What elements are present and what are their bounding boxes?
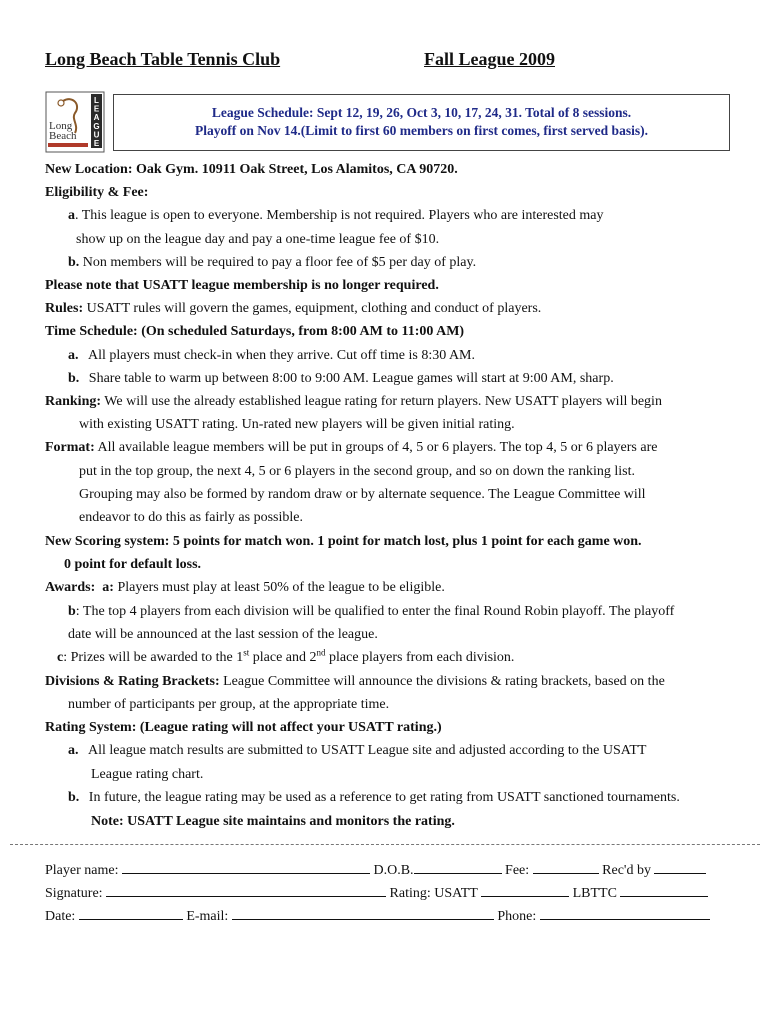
schedule-line-1: League Schedule: Sept 12, 19, 26, Oct 3, 10, 17, 24, 31. Total of 8 sessions. [211,105,632,120]
date-field[interactable] [79,905,183,920]
item-text: place and 2 [249,650,317,665]
divisions-label: Divisions & Rating Brackets: [45,674,220,689]
form-row-1 [45,859,706,880]
signature-label: Signature: [45,886,103,901]
item-label: a. [68,348,79,363]
rating-usatt-label: Rating: USATT [389,886,478,901]
form-divider [10,844,760,845]
item-label: c [57,650,64,665]
item-label: a. [68,743,79,758]
schedule-box [113,94,730,151]
item-label: a [68,208,75,223]
ranking-text: We will use the already established league rating for return players. New USATT players will begin [101,394,662,409]
form-row-2 [45,882,708,903]
club-logo [45,91,105,153]
date-label: Date: [45,909,76,924]
rating-item-b [68,789,680,807]
rules-label: Rules: [45,301,84,316]
item-text: Non members will be required to pay a floor fee of $5 per day of play. [79,255,477,270]
logo-letter: U [93,130,100,140]
logo-letter: G [93,121,100,131]
league-title: Fall League 2009 [424,49,555,69]
logo-text-beach: Beach [49,130,77,142]
item-text: Players must play at least 50% of the league to be eligible. [113,580,445,595]
item-text: : The top 4 players from each division will be qualified to enter the final Round Robin playoff. The playoff [75,604,675,619]
fee-field[interactable] [533,859,599,874]
dob-label: D.O.B. [373,863,414,878]
item-label: b [68,604,76,619]
logo-letter: L [94,96,99,105]
time-item-a [68,347,475,365]
format-cont-2: Grouping may also be formed by random draw or by alternate sequence. The League Committee will [79,487,646,502]
player-name-label: Player name: [45,863,119,878]
rating-item-a [68,742,646,760]
scoring-line-2: 0 point for default loss. [64,557,202,572]
fee-label: Fee: [505,863,530,878]
item-text: . This league is open to everyone. Membership is not required. Players who are interested may [75,208,604,223]
awards-line [45,579,445,597]
rating-usatt-field[interactable] [481,882,569,897]
recd-by-label: Rec'd by [602,863,651,878]
item-text: place players from each division. [325,650,515,665]
divisions-text: League Committee will announce the divisions & rating brackets, based on the [219,674,665,689]
recd-by-field[interactable] [654,859,706,874]
phone-label: Phone: [497,909,537,924]
logo-text-long: Long [49,120,73,132]
item-text: Share table to warm up between 8:00 to 9:00 AM. League games will start at 9:00 AM, sharp. [88,371,614,386]
scoring-line-1: New Scoring system: 5 points for match won. 1 point for match lost, plus 1 point for each game won. [45,534,642,549]
item-label: b. [68,255,80,270]
email-label: E-mail: [186,909,229,924]
format-line [45,439,657,457]
membership-note: Please note that USATT league membership is no longer required. [45,278,439,293]
item-text: All players must check-in when they arrive. Cut off time is 8:30 AM. [88,348,476,363]
rating-system-heading: Rating System: (League rating will not affect your USATT rating.) [45,720,442,735]
rating-item-a-cont: League rating chart. [91,767,204,782]
item-label: b. [68,790,80,805]
ranking-cont: with existing USATT rating. Un-rated new players will be given initial rating. [79,417,515,432]
club-title: Long Beach Table Tennis Club [45,49,281,69]
lbttc-label: LBTTC [572,886,617,901]
time-item-b [68,370,614,388]
superscript: st [243,647,250,658]
logo-letter: E [93,104,100,114]
rating-note: Note: USATT League site maintains and monitors the rating. [91,814,455,829]
awards-item-b [68,603,674,621]
logo-letter: E [93,139,100,148]
item-text: : Prizes will be awarded to the 1 [63,650,244,665]
awards-item-c [57,649,514,667]
lbttc-field[interactable] [620,882,708,897]
logo-graphic [45,91,105,153]
dob-field[interactable] [414,859,502,874]
format-cont-3: endeavor to do this as fairly as possible. [79,510,303,525]
format-cont-1: put in the top group, the next 4, 5 or 6 players in the second group, and so on down the ranking list. [79,464,636,479]
format-text: All available league members will be put in groups of 4, 5 or 6 players. The top 4, 5 or 6 players are [94,440,658,455]
email-field[interactable] [232,905,494,920]
eligibility-heading: Eligibility & Fee: [45,185,149,200]
item-label: b. [68,371,80,386]
ranking-line [45,393,662,411]
awards-item-b-cont: date will be announced at the last session of the league. [68,627,378,642]
divisions-cont: number of participants per group, at the appropriate time. [68,697,390,712]
item-text: In future, the league rating may be used as a reference to get rating from USATT sanctioned tournaments. [88,790,680,805]
rules-text: USATT rules will govern the games, equipment, clothing and conduct of players. [83,301,542,316]
eligibility-item-b [68,254,476,272]
divisions-line [45,673,665,691]
location-line: New Location: Oak Gym. 10911 Oak Street, Los Alamitos, CA 90720. [45,162,458,177]
item-label: a: [102,580,114,595]
superscript: nd [316,647,326,658]
time-schedule-heading: Time Schedule: (On scheduled Saturdays, from 8:00 AM to 11:00 AM) [45,324,465,339]
format-label: Format: [45,440,95,455]
eligibility-item-a-cont: show up on the league day and pay a one-time league fee of $10. [76,232,440,247]
logo-letter: A [93,113,100,123]
signature-field[interactable] [106,882,386,897]
rules-line [45,300,541,318]
player-name-field[interactable] [122,859,370,874]
phone-field[interactable] [540,905,710,920]
schedule-line-2: Playoff on Nov 14.(Limit to first 60 members on first comes, first served basis). [195,123,648,138]
awards-label: Awards: [45,580,96,595]
item-text: All league match results are submitted to USATT League site and adjusted according to the USATT [88,743,647,758]
ranking-label: Ranking: [45,394,102,409]
eligibility-item-a [68,207,604,225]
form-row-3 [45,905,710,926]
